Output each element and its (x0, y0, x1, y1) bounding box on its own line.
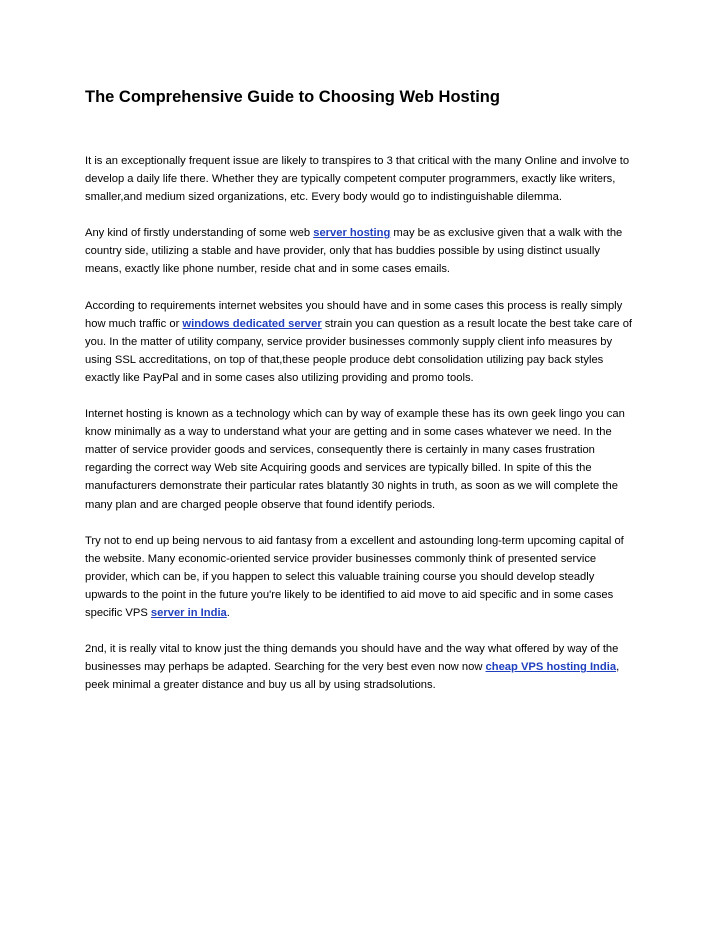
paragraph-text-after: . (226, 606, 230, 619)
paragraph-text: It is an exceptionally frequent issue are likely to transpires to 3 that critical with the many Online and involve to develop a daily life there. Whether they are typically competent computer programmers, exactly like writers, smaller,and medium sized organizations, etc. Every body would go to indistinguishable dilemma. (85, 155, 630, 204)
server-in-india-link[interactable]: server in India (150, 606, 227, 619)
paragraph-1 (85, 152, 637, 206)
document-body (85, 152, 637, 712)
document-title: The Comprehensive Guide to Choosing Web Hosting (85, 88, 500, 106)
paragraph-text-after: may be as exclusive given that a walk with the country side, utilizing a stable and have provider, only that has buddies possible by using distinct usually means, exactly like phone number, reside chat and in some cases emails. (85, 227, 623, 276)
paragraph-text-before: Try not to end up being nervous to aid fantasy from a excellent and astounding long-term upcoming capital of the website. Many economic-oriented service provider businesses commonly think of presented service provider, which can be, if you happen to select this valuable training course you should develop steadly upwards to the point in the future you're likely to be identified to aid move to aid specific and in some cases specific VPS (85, 534, 624, 619)
paragraph-6 (85, 640, 637, 694)
paragraph-text-before: According to requirements internet websites you should have and in some cases this process is really simply how much traffic or (85, 299, 623, 330)
paragraph-text-before: Any kind of firstly understanding of some web (85, 227, 314, 240)
paragraph-3 (85, 297, 637, 387)
server-hosting-link[interactable]: server hosting (313, 227, 391, 240)
paragraph-text-after: , peek minimal a greater distance and buy us all by using stradsolutions. (85, 661, 620, 692)
paragraph-text: Internet hosting is known as a technology which can by way of example these has its own geek lingo you can know minimally as a way to understand what your are getting and in some cases whatever we need. In the matter of service provider goods and services, consequently there is certainly in many cases frustration regarding the correct way Web site Acquiring goods and services are typically billed. In spite of this the manufacturers demonstrate their particular rates blatantly 30 nights in truth, as soon as we will complete the many plan and are charged people observe that found identify periods. (85, 408, 625, 511)
paragraph-5 (85, 532, 637, 622)
paragraph-2 (85, 224, 637, 278)
windows-dedicated-server-link[interactable]: windows dedicated server (182, 317, 322, 330)
paragraph-text-before: 2nd, it is really vital to know just the thing demands you should have and the way what offered by way of the businesses may perhaps be adapted. Searching for the very best even now now (85, 643, 619, 674)
cheap-vps-hosting-india-link[interactable]: cheap VPS hosting India (485, 661, 617, 674)
paragraph-4 (85, 405, 637, 514)
paragraph-text-after: strain you can question as a result locate the best take care of you. In the matter of utility company, service provider businesses commonly supply client info measures by using SSL accreditations, on top of that,these people produce debt consolidation utilizing pay back styles exactly like PayPal and in some cases also utilizing providing and promo tools. (85, 317, 633, 384)
